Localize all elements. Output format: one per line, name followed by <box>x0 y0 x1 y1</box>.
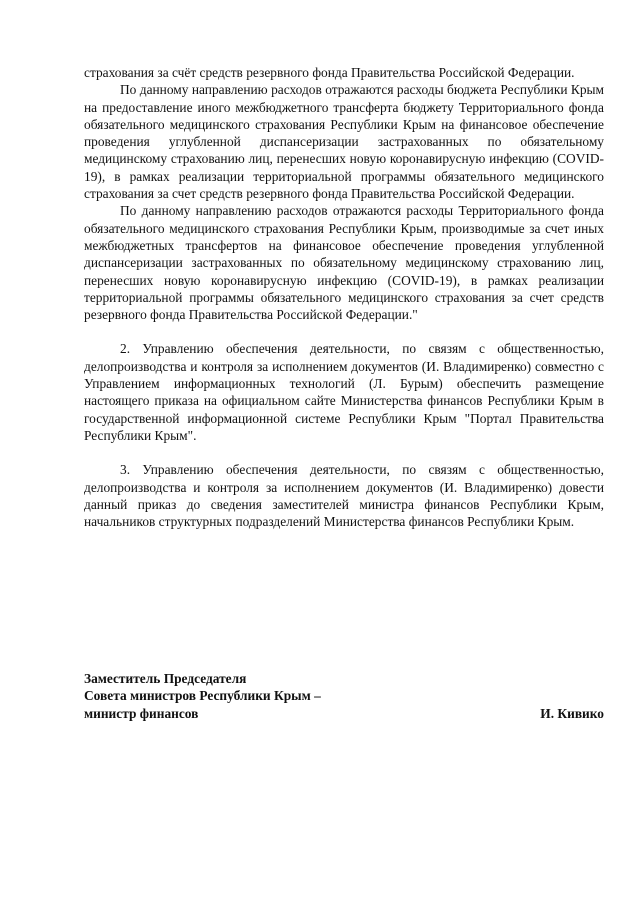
signature-title-line-1: Заместитель Председателя <box>84 671 247 686</box>
paragraph-gap <box>84 323 604 340</box>
signature-last-line <box>84 705 604 722</box>
paragraph-gap <box>84 444 604 461</box>
signature-title-line-3: министр финансов <box>84 705 199 721</box>
paragraph-fund-expenses: По данному направлению расходов отражаются расходы Территориального фонда обязательного медицинского страхования Республики Крым, производимые за счет иных межбюджетных трансфертов на финансовое обеспечение проведения углубленной диспансеризации застрахованных по обязательному медицинскому страхованию лиц, перенесших новую коронавирусную инфекцию (COVID-19), в рамках реализации территориальной программы обязательного медицинского страхования за счет средств резервного фонда Правительства Российской Федерации." <box>84 203 604 323</box>
paragraph-item-3: 3. Управлению обеспечения деятельности, по связям с общественностью, делопроизводства и контроля за исполнением документов (И. Владимиренко) довести данный приказ до сведения заместителей министра финансов Республики Крым, начальников структурных подразделений Министерства финансов Республики Крым. <box>84 462 604 530</box>
signer-name: И. Кивико <box>540 705 604 721</box>
document-body <box>84 64 604 530</box>
signature-block <box>84 670 604 722</box>
paragraph-continuation: страхования за счёт средств резервного фонда Правительства Российской Федерации. <box>84 65 575 80</box>
signature-title-line-2: Совета министров Республики Крым – <box>84 688 321 704</box>
paragraph-budget-expenses: По данному направлению расходов отражаются расходы бюджета Республики Крым на предоставление иного межбюджетного трансферта бюджету Территориального фонда обязательного медицинского страхования Республики Крым на финансовое обеспечение проведения углубленной диспансеризации застрахованных по обязательному медицинскому страхованию лиц, перенесших новую коронавирусную инфекцию (COVID-19), в рамках реализации территориальной программы обязательного медицинского страхования за счет средств резервного фонда Правительства Российской Федерации. <box>84 82 604 202</box>
paragraph-item-2: 2. Управлению обеспечения деятельности, по связям с общественностью, делопроизводства и контроля за исполнением документов (И. Владимиренко) совместно с Управлением информационных технологий (Л. Бурым) обеспечить размещение настоящего приказа на официальном сайте Министерства финансов Республики Крым в государственной информационной системе Республики Крым "Портал Правительства Республики Крым". <box>84 341 604 443</box>
